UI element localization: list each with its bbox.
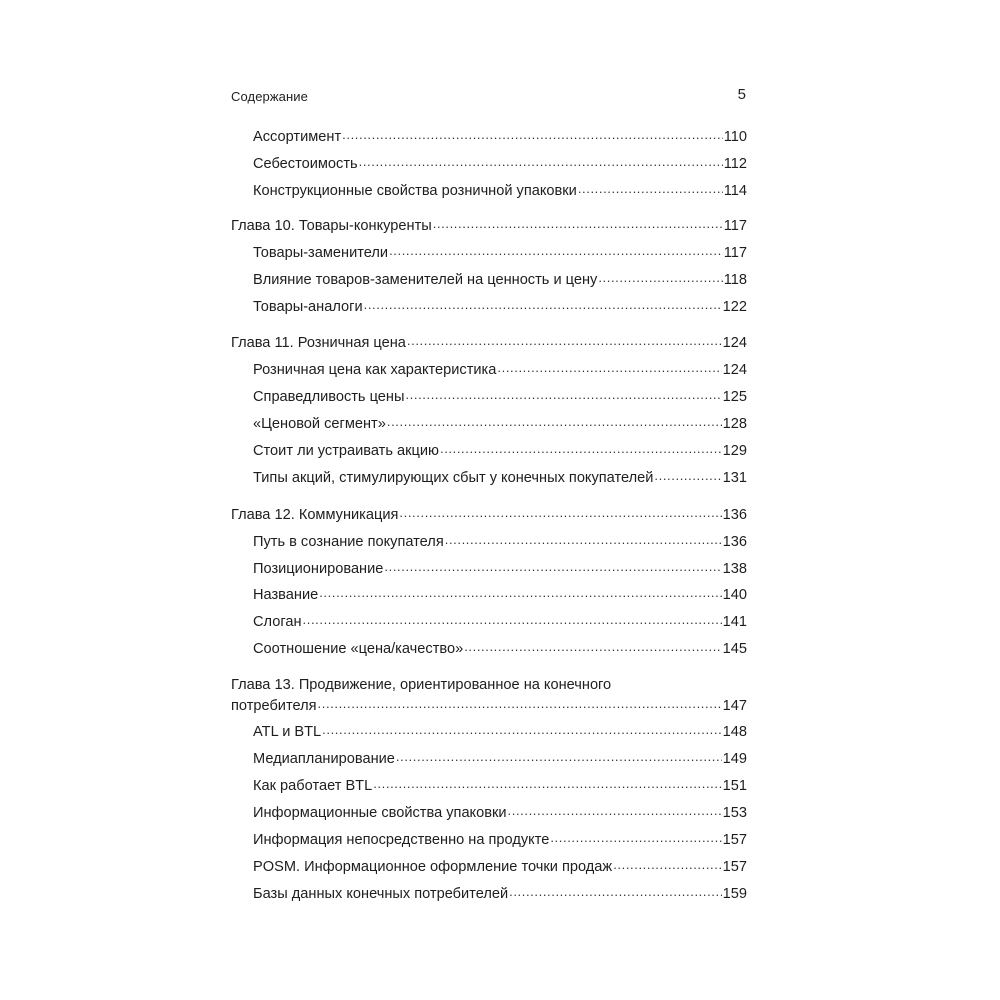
toc-entry-page: 129 [722, 443, 747, 459]
toc-entry-page: 112 [723, 156, 747, 172]
dot-leader [598, 270, 722, 284]
toc-entry-page: 157 [722, 859, 747, 875]
toc-entry-title: Путь в сознание покупателя [253, 534, 444, 550]
toc-entry [253, 297, 747, 316]
toc-chapter-page: 147 [722, 698, 747, 714]
dot-leader [322, 722, 721, 736]
toc-entry-title: Товары-заменители [253, 245, 389, 261]
toc-entry-title: Слоган [253, 614, 302, 630]
toc-chapter-page: 117 [723, 218, 747, 234]
toc-entry [253, 857, 747, 876]
dot-leader [550, 830, 721, 844]
toc-entry [253, 441, 747, 460]
toc-entry-title: Типы акций, стимулирующих сбыт у конечных покупателей [253, 470, 654, 486]
toc-entry-page: 117 [723, 245, 747, 261]
toc-entry [253, 830, 747, 849]
toc-entry-title: Конструкционные свойства розничной упаковки [253, 183, 577, 199]
toc-chapter-title: Глава 10. Товары-конкуренты [231, 218, 432, 234]
toc-entry-page: 125 [722, 389, 747, 405]
toc-entry-title: Товары-аналоги [253, 299, 363, 315]
toc-entry-page: 128 [722, 416, 747, 432]
dot-leader [508, 803, 722, 817]
dot-leader [364, 297, 722, 311]
dot-leader [384, 559, 721, 573]
dot-leader [405, 387, 721, 401]
toc-entry-page: 136 [722, 534, 747, 550]
dot-leader [319, 585, 721, 599]
dot-leader [407, 333, 722, 347]
dot-leader [654, 468, 721, 482]
toc-entry-title: Себестоимость [253, 156, 358, 172]
toc-entry-page: 157 [722, 832, 747, 848]
toc-entry-title: Розничная цена как характеристика [253, 362, 497, 378]
page-number: 5 [737, 86, 746, 103]
toc-entry-title: Медиапланирование [253, 751, 395, 767]
dot-leader [359, 154, 723, 168]
dot-leader [396, 749, 722, 763]
dot-leader [389, 243, 723, 257]
dot-leader [342, 127, 723, 141]
toc-entry [253, 360, 747, 379]
toc-chapter-title: потребителя [231, 698, 317, 714]
dot-leader [440, 441, 722, 455]
toc-entry [253, 414, 747, 433]
toc-entry [253, 154, 747, 173]
toc-entry-title: Соотношение «цена/качество» [253, 641, 464, 657]
toc-entry-title: «Ценовой сегмент» [253, 416, 386, 432]
toc-entry-page: 118 [723, 272, 747, 288]
toc-entry-page: 159 [722, 886, 747, 902]
dot-leader [318, 696, 722, 710]
toc-chapter [231, 505, 747, 524]
toc-entry [253, 270, 747, 289]
dot-leader [578, 181, 723, 195]
toc-entry-page: 124 [722, 362, 747, 378]
dot-leader [373, 776, 721, 790]
toc-entry-title: POSM. Информационное оформление точки продаж [253, 859, 613, 875]
toc-entry-title: Ассортимент [253, 129, 342, 145]
toc-entry-title: Позиционирование [253, 561, 384, 577]
dot-leader [464, 639, 721, 653]
toc-entry [253, 243, 747, 262]
toc-entry-page: 141 [722, 614, 747, 630]
toc-entry-page: 122 [722, 299, 747, 315]
toc-entry [253, 612, 747, 631]
running-head: Содержание [231, 89, 308, 104]
toc-entry-title: Справедливость цены [253, 389, 405, 405]
toc-entry [253, 532, 747, 551]
dot-leader [445, 532, 722, 546]
toc-entry-page: 153 [722, 805, 747, 821]
toc-entry-page: 151 [722, 778, 747, 794]
toc-entry-page: 140 [722, 587, 747, 603]
toc-chapter-title: Глава 12. Коммуникация [231, 507, 399, 523]
toc-entry-page: 145 [722, 641, 747, 657]
toc-entry-page: 110 [723, 129, 747, 145]
toc-entry [253, 722, 747, 741]
toc-entry [253, 585, 747, 604]
toc-entry-title: ATL и BTL [253, 724, 322, 740]
toc-entry-page: 131 [722, 470, 747, 486]
toc-entry-title: Информация непосредственно на продукте [253, 832, 550, 848]
toc-entry-title: Влияние товаров-заменителей на ценность и цену [253, 272, 598, 288]
toc-chapter-page: 136 [722, 507, 747, 523]
toc-chapter [231, 696, 747, 715]
toc-entry-title: Название [253, 587, 319, 603]
dot-leader [613, 857, 721, 871]
toc-chapter [231, 216, 747, 235]
toc-entry [253, 559, 747, 578]
toc-entry-title: Стоит ли устраивать акцию [253, 443, 439, 459]
toc-entry-page: 114 [723, 183, 747, 199]
toc-entry-title: Базы данных конечных потребителей [253, 886, 509, 902]
toc-entry [253, 387, 747, 406]
dot-leader [399, 505, 721, 519]
toc-entry [253, 181, 747, 200]
dot-leader [497, 360, 721, 374]
toc-entry-page: 138 [722, 561, 747, 577]
toc-chapter-page: 124 [722, 335, 747, 351]
toc-entry [253, 803, 747, 822]
toc-entry [253, 776, 747, 795]
toc-entry [253, 884, 747, 903]
dot-leader [387, 414, 722, 428]
dot-leader [509, 884, 722, 898]
toc-entry-title: Информационные свойства упаковки [253, 805, 507, 821]
toc-entry-page: 149 [722, 751, 747, 767]
toc-entry [253, 468, 747, 487]
dot-leader [303, 612, 722, 626]
toc-chapter [231, 333, 747, 352]
toc-entry-title: Как работает BTL [253, 778, 373, 794]
toc-entry-page: 148 [722, 724, 747, 740]
toc-chapter-title: Глава 11. Розничная цена [231, 335, 406, 351]
toc-entry [253, 127, 747, 146]
dot-leader [433, 216, 723, 230]
toc-chapter-title-line1: Глава 13. Продвижение, ориентированное на конечного [231, 677, 612, 693]
toc-entry [253, 639, 747, 658]
toc-entry [253, 749, 747, 768]
